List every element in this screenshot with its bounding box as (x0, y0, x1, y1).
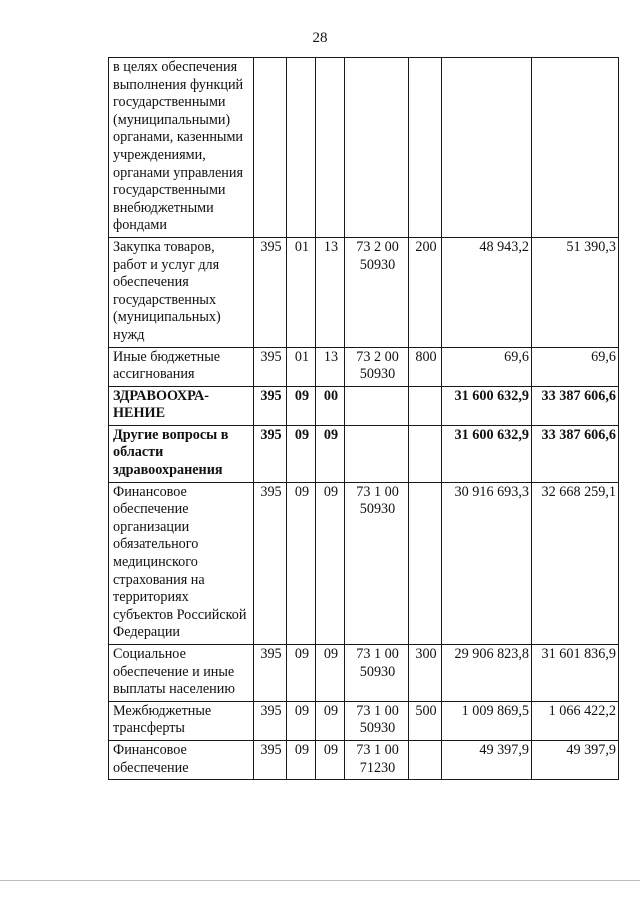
row-name: в целях обеспечения выполнения функций государственными (муниципальными) органами, казенными учреждениями, органами управления государственными внебюджетными фондами (109, 58, 254, 238)
cell-amount-year2: 31 601 836,9 (532, 645, 619, 702)
cell-pr-code: 09 (316, 482, 345, 644)
row-name: Межбюджетные трансферты (109, 701, 254, 740)
table-row (109, 645, 619, 702)
cell-gr-code: 395 (254, 425, 287, 482)
cell-rz-code: 09 (287, 740, 316, 779)
table-row (109, 482, 619, 644)
cell-pr-code: 09 (316, 740, 345, 779)
row-name: Финансовое обеспечение организации обязательного медицинского страхования на территориях субъектов Российской Федерации (109, 482, 254, 644)
cell-csr-code: 73 1 00 50930 (345, 645, 409, 702)
row-name: Социальное обеспечение и иные выплаты населению (109, 645, 254, 702)
table-row (109, 58, 619, 238)
row-name: ЗДРАВООХРА-НЕНИЕ (109, 386, 254, 425)
cell-pr-code: 13 (316, 237, 345, 347)
table-row (109, 740, 619, 779)
cell-amount-year1: 49 397,9 (442, 740, 532, 779)
cell-pr-code: 09 (316, 425, 345, 482)
cell-pr-code (316, 58, 345, 238)
cell-rz-code: 09 (287, 701, 316, 740)
cell-vr-code: 800 (409, 347, 442, 386)
cell-vr-code: 200 (409, 237, 442, 347)
cell-gr-code (254, 58, 287, 238)
cell-amount-year1: 48 943,2 (442, 237, 532, 347)
cell-csr-code: 73 1 00 50930 (345, 701, 409, 740)
cell-vr-code (409, 740, 442, 779)
row-name: Закупка товаров, работ и услуг для обеспечения государственных (муниципальных) нужд (109, 237, 254, 347)
row-name: Финансовое обеспечение (109, 740, 254, 779)
cell-pr-code: 00 (316, 386, 345, 425)
cell-pr-code: 13 (316, 347, 345, 386)
cell-gr-code: 395 (254, 701, 287, 740)
cell-rz-code: 09 (287, 645, 316, 702)
cell-gr-code: 395 (254, 237, 287, 347)
cell-rz-code: 01 (287, 237, 316, 347)
table-row (109, 347, 619, 386)
cell-gr-code: 395 (254, 482, 287, 644)
cell-gr-code: 395 (254, 386, 287, 425)
cell-amount-year1 (442, 58, 532, 238)
cell-amount-year2: 33 387 606,6 (532, 386, 619, 425)
cell-amount-year1: 31 600 632,9 (442, 386, 532, 425)
cell-rz-code: 09 (287, 482, 316, 644)
cell-rz-code: 09 (287, 425, 316, 482)
cell-rz-code: 01 (287, 347, 316, 386)
cell-vr-code (409, 425, 442, 482)
cell-csr-code (345, 58, 409, 238)
table-row (109, 701, 619, 740)
cell-csr-code: 73 1 00 71230 (345, 740, 409, 779)
row-name: Другие вопросы в области здравоохранения (109, 425, 254, 482)
cell-amount-year2: 33 387 606,6 (532, 425, 619, 482)
page-number: 28 (312, 30, 328, 46)
cell-vr-code (409, 58, 442, 238)
row-name: Иные бюджетные ассигнования (109, 347, 254, 386)
cell-csr-code (345, 425, 409, 482)
cell-amount-year2: 51 390,3 (532, 237, 619, 347)
cell-amount-year2: 49 397,9 (532, 740, 619, 779)
cell-rz-code: 09 (287, 386, 316, 425)
budget-table (108, 57, 619, 780)
table-body (109, 58, 619, 780)
table-row (109, 425, 619, 482)
cell-amount-year2: 1 066 422,2 (532, 701, 619, 740)
cell-gr-code: 395 (254, 347, 287, 386)
cell-amount-year2: 32 668 259,1 (532, 482, 619, 644)
cell-amount-year2 (532, 58, 619, 238)
cell-rz-code (287, 58, 316, 238)
page-bottom-rule (0, 880, 640, 881)
cell-csr-code: 73 2 00 50930 (345, 237, 409, 347)
cell-amount-year1: 69,6 (442, 347, 532, 386)
cell-vr-code (409, 482, 442, 644)
cell-gr-code: 395 (254, 740, 287, 779)
cell-amount-year1: 1 009 869,5 (442, 701, 532, 740)
cell-gr-code: 395 (254, 645, 287, 702)
cell-amount-year1: 30 916 693,3 (442, 482, 532, 644)
cell-vr-code: 500 (409, 701, 442, 740)
cell-vr-code (409, 386, 442, 425)
cell-vr-code: 300 (409, 645, 442, 702)
cell-csr-code: 73 1 00 50930 (345, 482, 409, 644)
cell-csr-code: 73 2 00 50930 (345, 347, 409, 386)
cell-csr-code (345, 386, 409, 425)
cell-pr-code: 09 (316, 645, 345, 702)
table-row (109, 237, 619, 347)
cell-amount-year1: 29 906 823,8 (442, 645, 532, 702)
cell-amount-year1: 31 600 632,9 (442, 425, 532, 482)
cell-pr-code: 09 (316, 701, 345, 740)
table-row (109, 386, 619, 425)
cell-amount-year2: 69,6 (532, 347, 619, 386)
